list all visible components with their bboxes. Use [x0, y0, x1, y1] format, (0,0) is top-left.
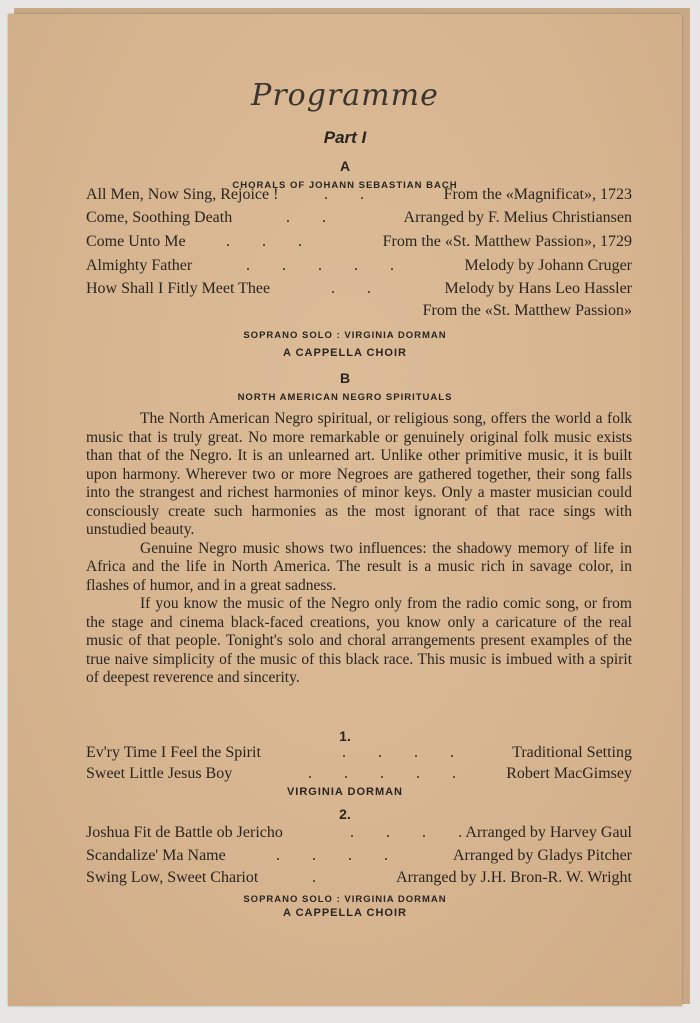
leader-dots: . . . . . — [246, 257, 408, 274]
programme-item — [86, 186, 632, 208]
item-source: Melody by Hans Leo Hassler — [444, 280, 632, 297]
programme-item — [86, 869, 632, 891]
item-source: From the «St. Matthew Passion» — [422, 302, 632, 319]
spirituals-essay — [86, 410, 632, 688]
item-title: Joshua Fit de Battle ob Jericho — [86, 824, 283, 841]
item-title: Come Unto Me — [86, 233, 186, 250]
item-title: Almighty Father — [86, 257, 193, 274]
programme-item — [86, 847, 632, 869]
essay-paragraph: The North American Negro spiritual, or religious song, offers the world a folk music that is truly great. No more remarkable or genuinely original folk music exists than that of the Negro. It is an unlearned art. Unlike other primitive music, it is built upon harmony. Wherever two or more Negroes are gathered together, their song falls into the strangest and richest harmonies of minor keys. Only a master musician could consciously create such harmonies as the most ignorant of that race sings with unstudied beauty. — [86, 410, 632, 538]
section-b-solo: SOPRANO SOLO : VIRGINIA DORMAN — [243, 894, 447, 905]
page-title: Programme — [251, 78, 439, 113]
item-title: Swing Low, Sweet Chariot — [86, 869, 259, 886]
item-title: Sweet Little Jesus Boy — [86, 765, 233, 782]
item-title: All Men, Now Sing, Rejoice ! — [86, 186, 279, 203]
essay-paragraph: Genuine Negro music shows two influences: the shadowy memory of life in Africa and the life in North America. The result is a music rich in savage color, in flashes of humor, and in a great sadness. — [86, 539, 632, 594]
programme-item — [86, 257, 632, 279]
group-2-number: 2. — [339, 806, 351, 822]
item-source: Robert MacGimsey — [506, 765, 632, 782]
essay-paragraph: If you know the music of the Negro only from the radio comic song, or from the stage and cinema black-faced creations, you know only a caricature of the real music of that people. Tonight's solo and choral arrangements present examples of the true naive simplicity of the music of this black race. This music is imbued with a spirit of deepest reverence and sincerity. — [86, 595, 632, 686]
programme-item — [86, 765, 632, 787]
programme-item-continued — [86, 302, 632, 324]
item-title: How Shall I Fitly Meet Thee — [86, 280, 271, 297]
leader-dots: . . . . — [342, 744, 468, 761]
item-title: Come, Soothing Death — [86, 209, 233, 226]
section-b-choir: A CAPPELLA CHOIR — [283, 907, 407, 919]
programme-item — [86, 280, 632, 302]
item-source: Melody by Johann Cruger — [464, 257, 632, 274]
group-1-performer: VIRGINIA DORMAN — [286, 786, 404, 798]
part-heading: Part I — [323, 128, 367, 147]
programme-item — [86, 209, 632, 231]
programme-item — [86, 824, 632, 846]
section-b-heading: NORTH AMERICAN NEGRO SPIRITUALS — [237, 392, 453, 403]
item-source: From the «St. Matthew Passion», 1729 — [382, 233, 632, 250]
section-a-choir: A CAPPELLA CHOIR — [283, 347, 407, 359]
item-source: Arranged by J.H. Bron-R. W. Wright — [396, 869, 632, 886]
section-a-heading: CHORALS OF JOHANN SEBASTIAN BACH — [232, 180, 458, 191]
section-a-solo: SOPRANO SOLO : VIRGINIA DORMAN — [243, 330, 447, 341]
item-source: From the «Magnificat», 1723 — [443, 186, 632, 203]
leader-dots: . — [312, 869, 330, 886]
section-b-letter: B — [339, 370, 351, 386]
item-title: Scandalize' Ma Name — [86, 847, 226, 864]
item-source: Traditional Setting — [512, 744, 632, 761]
item-title: Ev'ry Time I Feel the Spirit — [86, 744, 261, 761]
item-source: Arranged by F. Melius Christiansen — [403, 209, 632, 226]
programme-page — [8, 14, 682, 1006]
item-source: Arranged by Gladys Pitcher — [452, 847, 632, 864]
leader-dots: . . . — [226, 233, 316, 250]
leader-dots: . . . . . — [308, 765, 470, 782]
item-source: . Arranged by Harvey Gaul — [458, 824, 632, 841]
programme-item — [86, 233, 632, 255]
leader-dots: . . — [324, 186, 378, 203]
leader-dots: . . — [286, 209, 340, 226]
group-1-number: 1. — [339, 728, 351, 744]
leader-dots: . . — [331, 280, 385, 297]
leader-dots: . . . — [350, 824, 440, 841]
section-a-letter: A — [339, 158, 351, 174]
programme-item — [86, 744, 632, 766]
leader-dots: . . . . — [276, 847, 402, 864]
